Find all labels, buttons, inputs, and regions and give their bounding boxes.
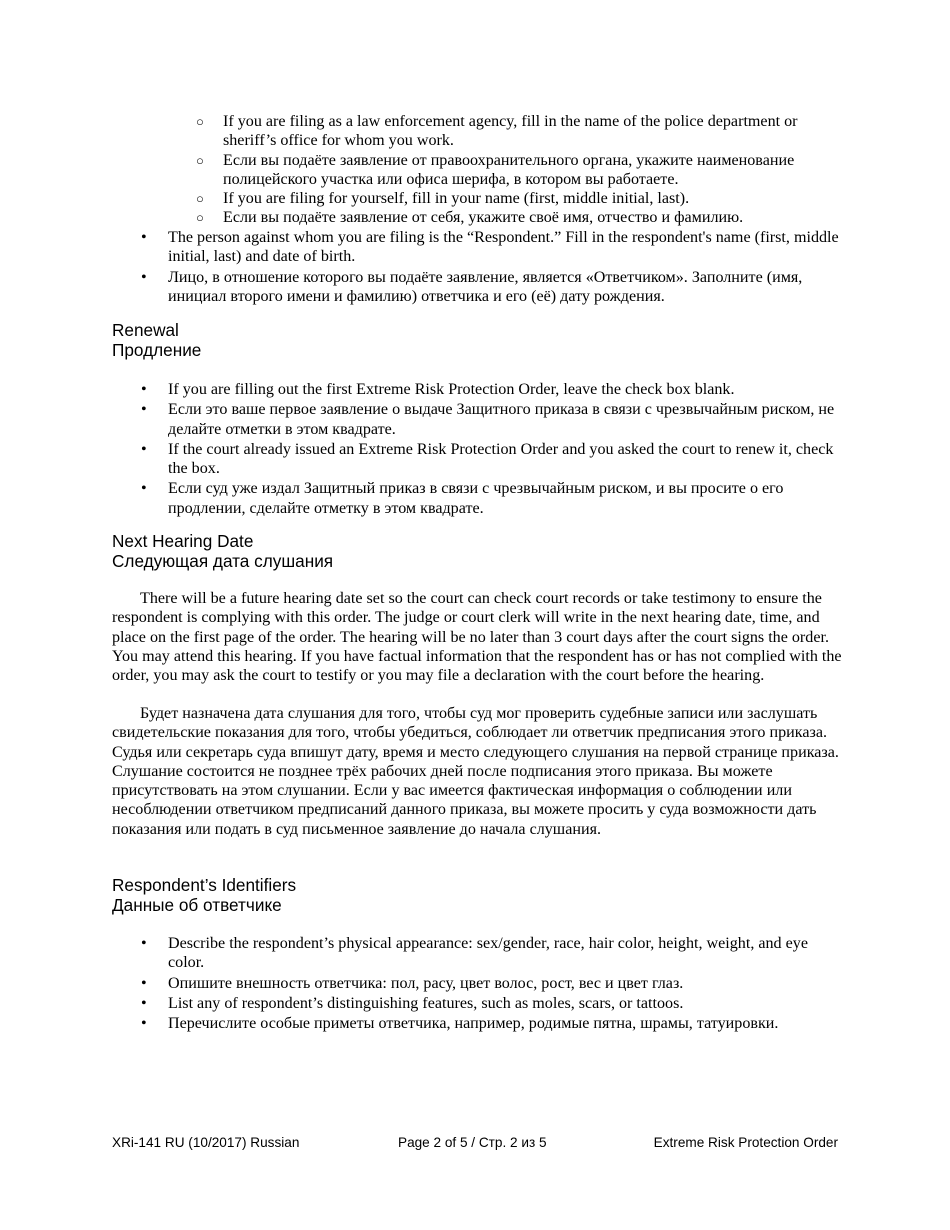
section-title-en: Renewal xyxy=(112,320,179,340)
renewal-bullet-list xyxy=(140,380,846,519)
respondent-bullet-list xyxy=(140,228,846,307)
list-item: • Лицо, в отношение которого вы подаёте заявление, является «Ответчиком». Заполните (имя, инициал второго имени и фамилию) ответчика и его (её) дату рождения. xyxy=(141,268,803,305)
section-title-en: Respondent’s Identifiers xyxy=(112,875,297,895)
identifiers-bullet-list xyxy=(140,934,846,1034)
bullet-icon: • xyxy=(141,381,147,398)
bullet-icon: • xyxy=(141,935,147,952)
list-item: • The person against whom you are filing is the “Respondent.” Fill in the respondent's name (first, middle initial, last) and date of birth. xyxy=(141,229,839,266)
section-title-ru: Продление xyxy=(112,340,202,361)
list-item: • Describe the respondent’s physical appearance: sex/gender, race, hair color, height, weight, and eye color. xyxy=(141,935,808,972)
bullet-icon: • xyxy=(141,229,147,246)
section-title-ru: Данные об ответчике xyxy=(112,895,282,916)
renewal-heading xyxy=(112,320,201,361)
list-item: • Опишите внешность ответчика: пол, расу, цвет волос, рост, вес и цвет глаз. xyxy=(141,974,684,992)
bullet-icon: • xyxy=(141,994,147,1012)
section-title-ru: Следующая дата слушания xyxy=(112,551,334,572)
footer-form-id: XRi-141 RU (10/2017) Russian xyxy=(112,1135,300,1150)
footer-form-title: Extreme Risk Protection Order xyxy=(653,1135,838,1150)
hearing-paragraph-en: There will be a future hearing date set so the court can check court records or take testimony to ensure the respondent is complying with this order. The judge or court clerk will write in the next hearing date, time, and place on the first page of the order. The hearing will be no later than 3 court days after the court signs the order. You may attend this hearing. If you have factual information that the respondent has or has not complied with the order, you may ask the court to testify or you may file a declaration with the court before the hearing. xyxy=(112,590,842,685)
list-item: ○ Если вы подаёте заявление от правоохранительного органа, укажите наименование полицейского участка или офиса шерифа, в котором вы работаете. xyxy=(196,151,795,188)
bullet-icon: • xyxy=(141,401,147,419)
list-item: • If you are filling out the first Extreme Risk Protection Order, leave the check box blank. xyxy=(141,381,735,398)
circle-bullet-icon: ○ xyxy=(196,114,204,129)
list-item: ○ If you are filing as a law enforcement agency, fill in the name of the police department or sheriff’s office for whom you work. xyxy=(196,113,798,150)
bullet-icon: • xyxy=(141,1015,147,1033)
sub-bullet-list xyxy=(196,112,846,228)
footer-page-number: Page 2 of 5 / Стр. 2 из 5 xyxy=(398,1135,547,1150)
list-item: • Если суд уже издал Защитный приказ в связи с чрезвычайным риском, и вы просите о его продлении, сделайте отметку в этом квадрате. xyxy=(141,480,784,517)
bullet-icon: • xyxy=(141,480,147,498)
list-item: • Если это ваше первое заявление о выдаче Защитного приказа в связи с чрезвычайным риском, не делайте отметки в этом квадрате. xyxy=(141,401,835,438)
bullet-icon: • xyxy=(141,974,147,992)
list-item: • List any of respondent’s distinguishing features, such as moles, scars, or tattoos. xyxy=(141,994,684,1012)
list-item: ○ Если вы подаёте заявление от себя, укажите своё имя, отчество и фамилию. xyxy=(196,209,744,227)
list-item: • If the court already issued an Extreme Risk Protection Order and you asked the court to renew it, check the box. xyxy=(141,440,834,478)
bullet-icon: • xyxy=(141,268,147,286)
circle-bullet-icon: ○ xyxy=(196,210,204,226)
circle-bullet-icon: ○ xyxy=(196,191,204,207)
circle-bullet-icon: ○ xyxy=(196,152,204,168)
list-item: • Перечислите особые приметы ответчика, например, родимые пятна, шрамы, татуировки. xyxy=(141,1015,779,1033)
hearing-heading xyxy=(112,531,333,572)
section-title-en: Next Hearing Date xyxy=(112,531,254,551)
hearing-paragraph-ru: Будет назначена дата слушания для того, чтобы суд мог проверить судебные записи или заслушать свидетельские показания для того, чтобы убедиться, соблюдает ли ответчик предписания этого приказа. Судья или секретарь суда впишут дату, время и место следующего слушания на первой странице приказа. Слушание состоится не позднее трёх рабочих дней после подписания этого приказа. Вы можете присутствовать на этом слушании. Если у вас имеется фактическая информация о соблюдении или несоблюдении ответчиком предписаний данного приказа, вы можете просить у суда возможности дать показания или подать в суд письменное заявление до начала слушания. xyxy=(112,705,839,838)
identifiers-heading xyxy=(112,875,296,916)
list-item: ○ If you are filing for yourself, fill in your name (first, middle initial, last). xyxy=(196,190,690,208)
bullet-icon: • xyxy=(141,440,147,458)
